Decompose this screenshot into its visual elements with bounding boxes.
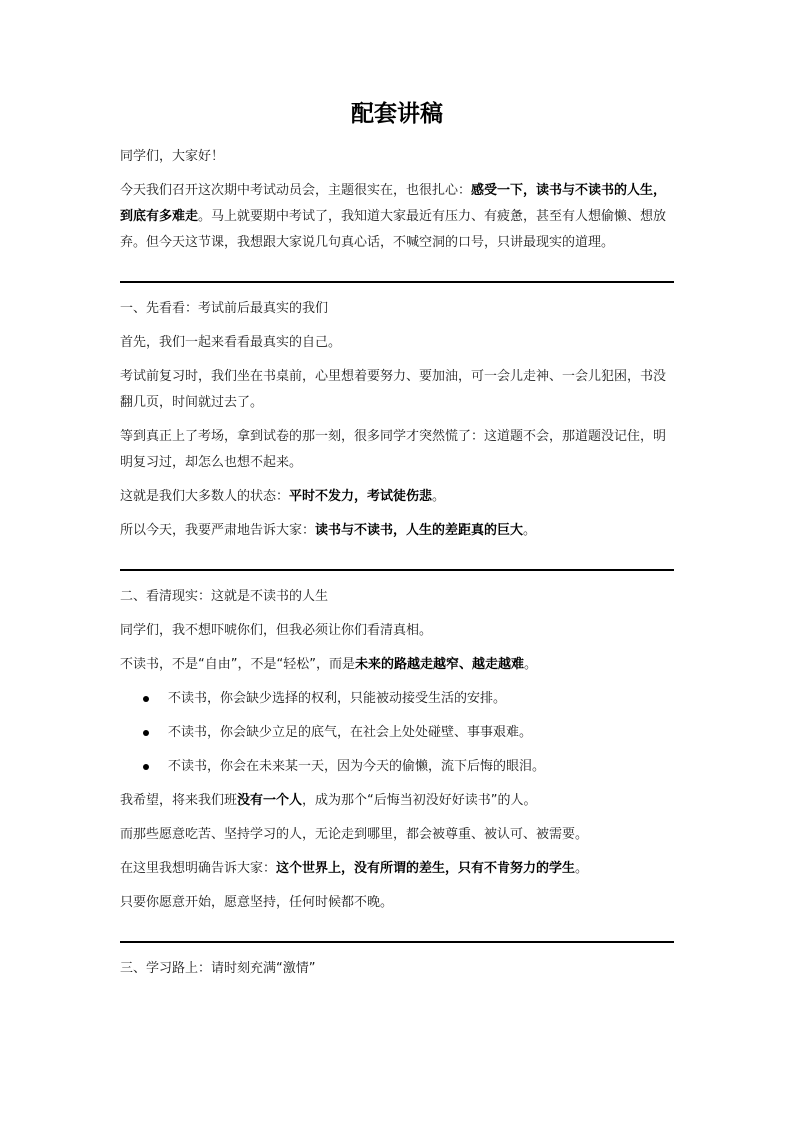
section-1-p5-text: 所以今天，我要严肃地告诉大家： (120, 523, 316, 538)
section-1-p4-text: 这就是我们大多数人的状态： (120, 489, 290, 504)
section-1-p5-end: 。 (523, 523, 537, 538)
section-2-paragraph-5 (120, 856, 674, 882)
section-1-p4-emphasis: 平时不发力，考试徒伤悲 (289, 489, 433, 504)
section-2-p5-emphasis: 这个世界上，没有所谓的差生，只有不肯努力的学生 (276, 861, 576, 876)
bullet-icon (143, 764, 149, 770)
section-2-heading: 二、看清现实：这就是不读书的人生 (120, 589, 329, 604)
section-3-heading: 三、学习路上：请时刻充满“激情” (120, 961, 316, 976)
section-1-paragraph-2: 考试前复习时，我们坐在书桌前，心里想着要努力、要加油，可一会儿走神、一会儿犯困，书没翻几页，时间就过去了。 (120, 369, 667, 410)
section-1-paragraph-5 (120, 518, 674, 544)
section-1-paragraph-1: 首先，我们一起来看看最真实的自己。 (120, 335, 342, 350)
list-item (120, 720, 674, 746)
section-2-paragraph-6: 只要你愿意开始，愿意坚持，任何时候都不晚。 (120, 895, 394, 910)
section-divider-3 (120, 941, 674, 943)
section-1-p5-emphasis: 读书与不读书，人生的差距真的巨大 (315, 523, 524, 538)
bullet-icon (143, 696, 149, 702)
list-item-text: 不读书，你会在未来某一天，因为今天的偷懒，流下后悔的眼泪。 (168, 759, 546, 774)
document-page (120, 0, 674, 982)
section-2-paragraph-3 (120, 788, 674, 814)
consequence-list (120, 686, 674, 780)
section-2-p2-text: 不读书，不是“自由”，不是“轻松”，而是 (120, 657, 355, 672)
section-1-paragraph-4 (120, 484, 674, 510)
intro-text-start: 今天我们召开这次期中考试动员会，主题很实在，也很扎心： (120, 183, 472, 198)
list-item (120, 686, 674, 712)
section-2-p5-text: 在这里我想明确告诉大家： (120, 861, 277, 876)
section-1-paragraph-3: 等到真正上了考场，拿到试卷的那一刻，很多同学才突然慌了：这道题不会，那道题没记住，明明复习过，却怎么也想不起来。 (120, 429, 667, 470)
intro-emphasis: 感受一下，读书与不读书的人生，到底有多难走 (120, 183, 667, 224)
section-divider-2 (120, 569, 674, 571)
section-2-p3-end: ，成为那个“后悔当初没好好读书”的人。 (302, 793, 537, 808)
bullet-icon (143, 730, 149, 736)
section-2-p3-text: 我希望，将来我们班 (120, 793, 238, 808)
section-divider-1 (120, 281, 674, 283)
section-2-paragraph-1: 同学们，我不想吓唬你们，但我必须让你们看清真相。 (120, 623, 433, 638)
section-2-p2-emphasis: 未来的路越走越窄、越走越难 (354, 657, 524, 672)
section-2-p2-end: 。 (523, 657, 537, 672)
section-2-paragraph-4: 而那些愿意吃苦、坚持学习的人，无论走到哪里，都会被尊重、被认可、被需要。 (120, 827, 589, 842)
list-item-text: 不读书，你会缺少选择的权利，只能被动接受生活的安排。 (168, 691, 507, 706)
page-title: 配套讲稿 (351, 101, 443, 127)
list-item-text: 不读书，你会缺少立足的底气，在社会上处处碰壁、事事艰难。 (168, 725, 533, 740)
section-2-p5-end: 。 (575, 861, 589, 876)
section-2-paragraph-2 (120, 652, 674, 678)
greeting-paragraph: 同学们，大家好！ (120, 149, 225, 164)
section-1-p4-end: 。 (432, 489, 446, 504)
section-1-heading: 一、先看看：考试前后最真实的我们 (120, 301, 329, 316)
intro-text-end: 。马上就要期中考试了，我知道大家最近有压力、有疲惫，甚至有人想偷懒、想放弃。但今天这节课，我想跟大家说几句真心话，不喊空洞的口号，只讲最现实的道理。 (120, 209, 667, 250)
list-item (120, 754, 674, 780)
intro-paragraph (120, 178, 674, 256)
section-2-p3-emphasis: 没有一个人 (237, 793, 303, 808)
